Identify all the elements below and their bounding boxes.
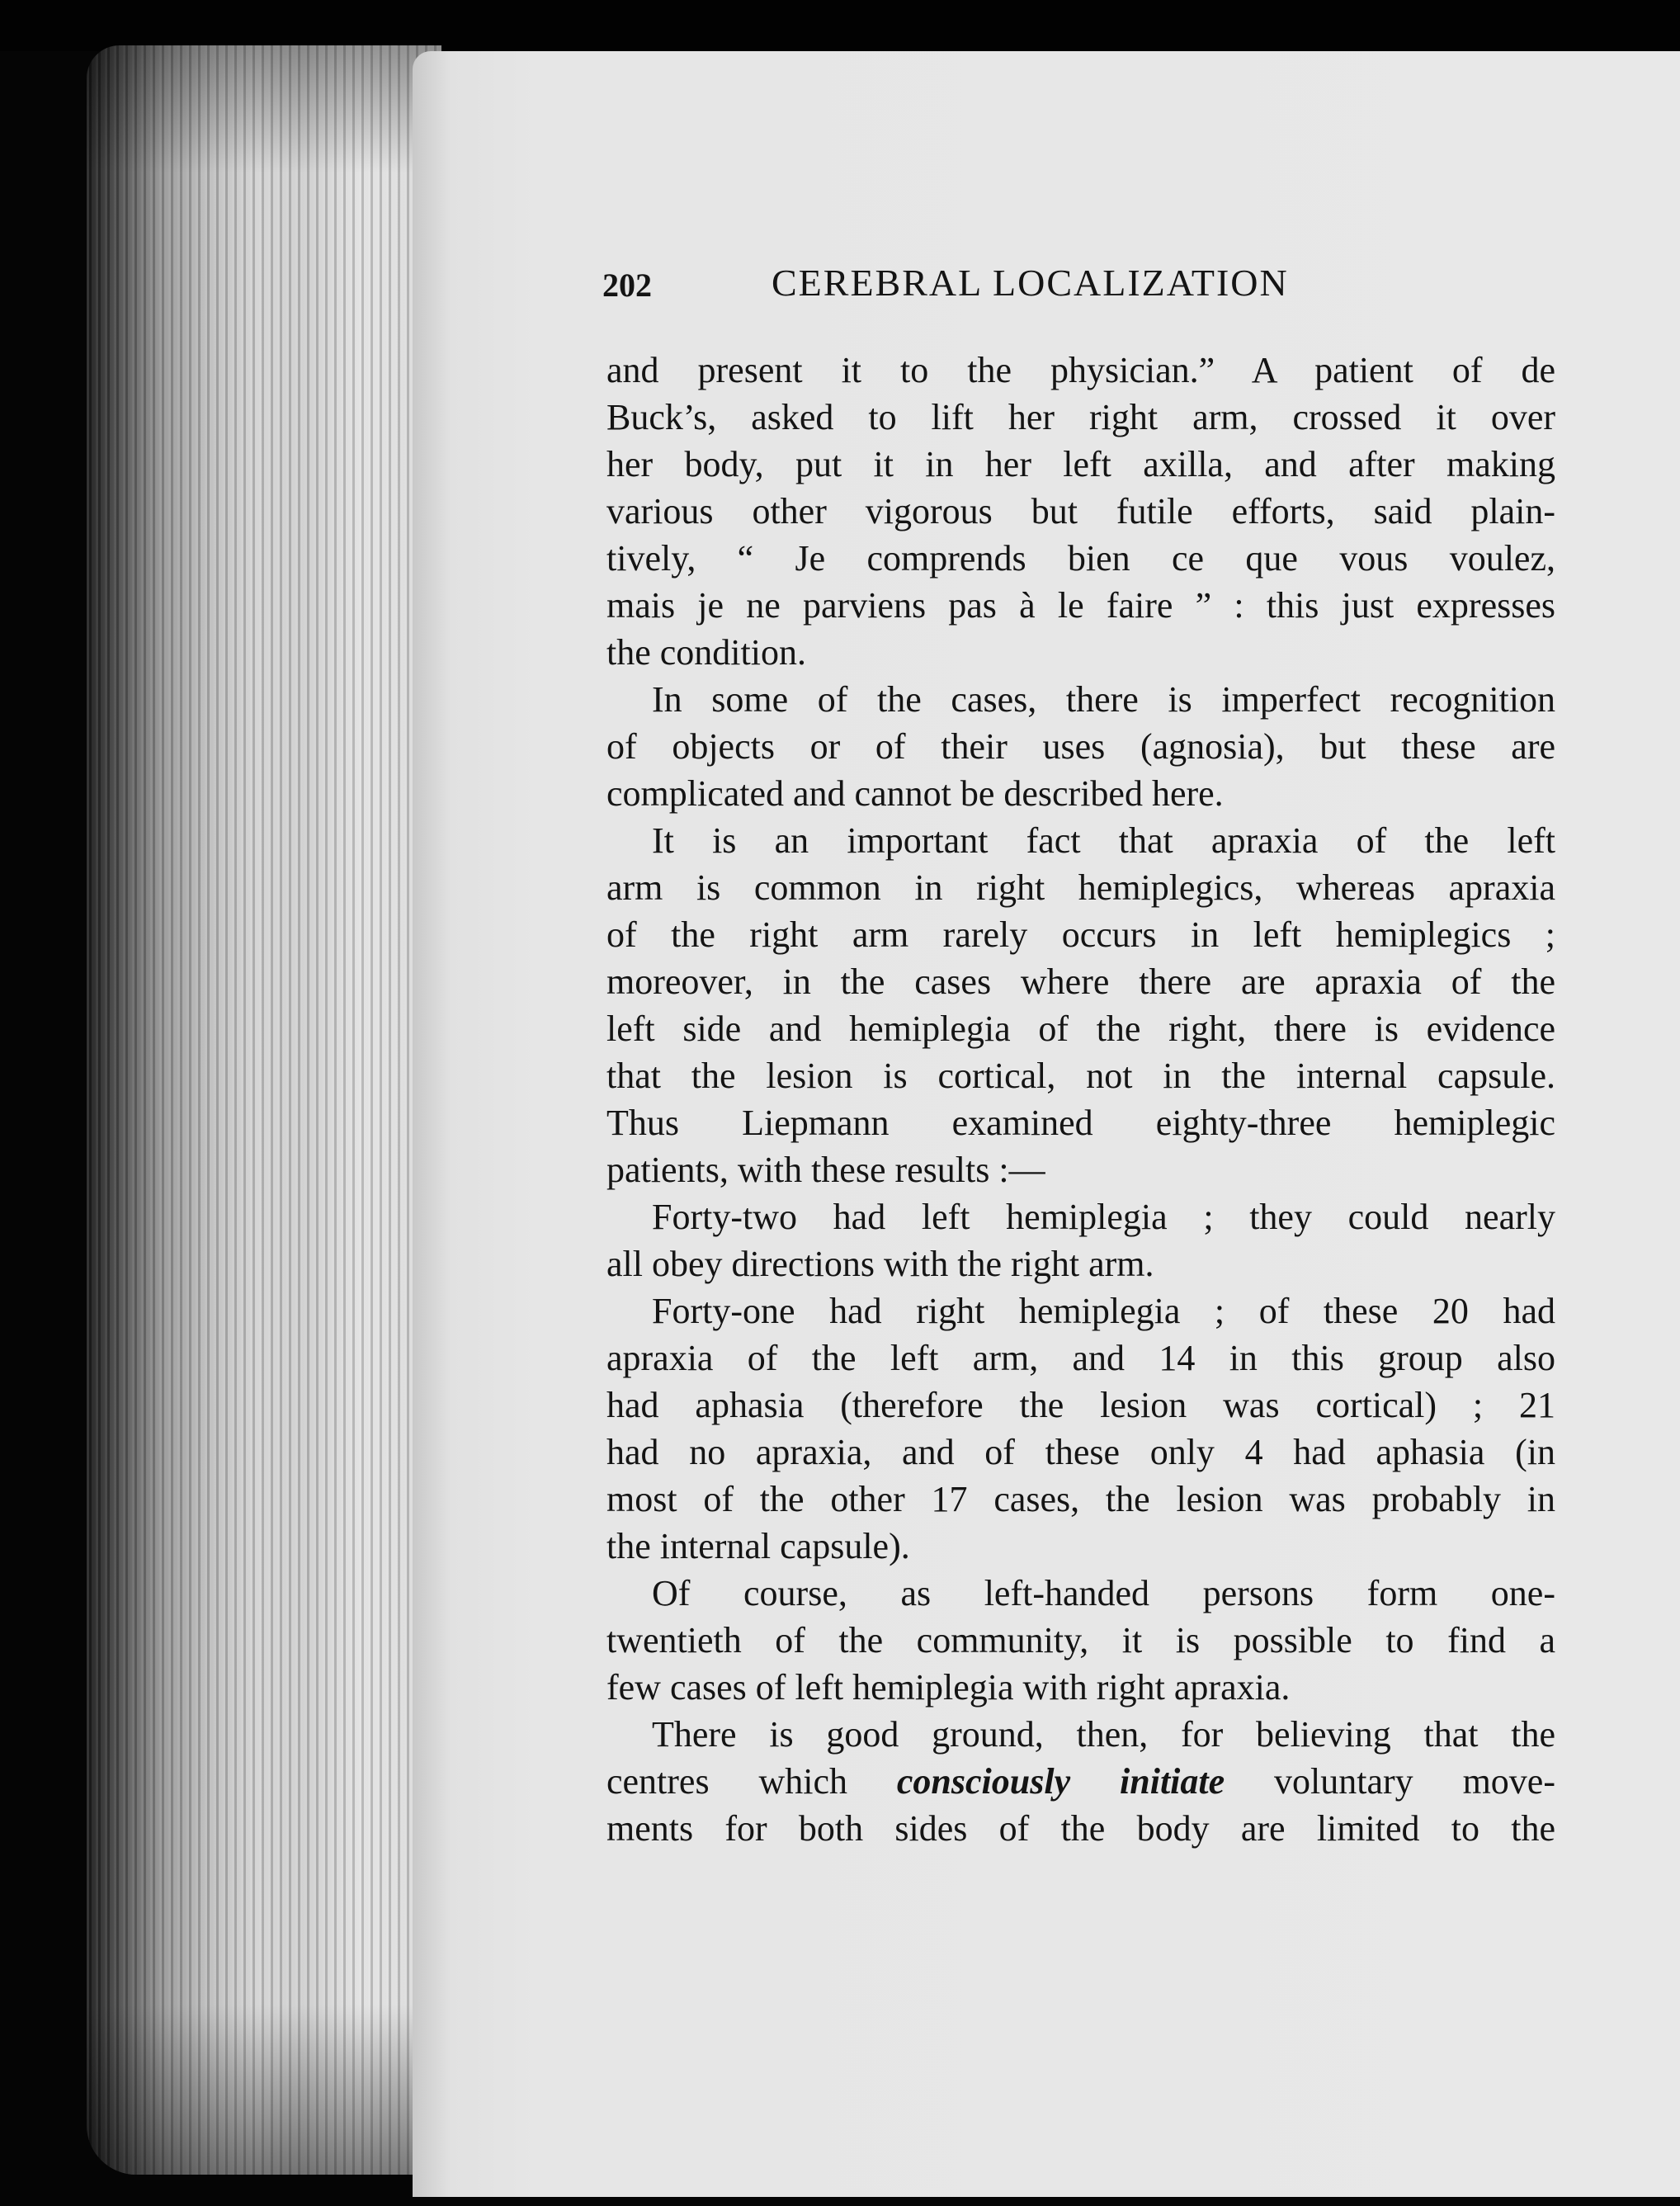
text-segment: voluntary move-: [1225, 1761, 1555, 1802]
text-line: twentieth of the community, it is possible to find a: [606, 1620, 1555, 1660]
text-line: her body, put it in her left axilla, and after making: [606, 444, 1555, 484]
text-line: Buck’s, asked to lift her right arm, crossed it over: [606, 397, 1555, 437]
text-segment: centres which: [606, 1761, 897, 1802]
text-line: arm is common in right hemiplegics, whereas apraxia: [606, 867, 1555, 908]
running-head: [602, 262, 1551, 315]
emphasized-text: consciously initiate: [896, 1761, 1225, 1802]
text-line: mais je ne parviens pas à le faire ” : this just expresses: [606, 585, 1555, 626]
text-line: moreover, in the cases where there are apraxia of the: [606, 961, 1555, 1002]
paragraph-start-line: It is an important fact that apraxia of the left: [652, 820, 1555, 861]
text-line: most of the other 17 cases, the lesion was probably in: [606, 1479, 1555, 1519]
text-line: the internal capsule).: [606, 1526, 910, 1566]
text-line: complicated and cannot be described here.: [606, 773, 1224, 814]
text-line: Thus Liepmann examined eighty-three hemiplegic: [606, 1103, 1555, 1143]
text-line-with-emphasis: [606, 1758, 1555, 1805]
text-line: had aphasia (therefore the lesion was cortical) ; 21: [606, 1385, 1555, 1425]
paragraph-start-line: There is good ground, then, for believing that the: [652, 1714, 1555, 1755]
text-line: that the lesion is cortical, not in the internal capsule.: [606, 1056, 1555, 1096]
paragraph-start-line: In some of the cases, there is imperfect recognition: [652, 679, 1555, 720]
page-number: 202: [602, 267, 652, 304]
book-page-edges: [87, 45, 441, 2175]
text-line: few cases of left hemiplegia with right apraxia.: [606, 1667, 1291, 1708]
text-line: had no apraxia, and of these only 4 had aphasia (in: [606, 1432, 1555, 1472]
text-line: various other vigorous but futile efforts, said plain-: [606, 491, 1555, 531]
paragraph-start-line: Forty-one had right hemiplegia ; of these 20 had: [652, 1291, 1555, 1331]
body-text: [606, 347, 1555, 1852]
scan-border: [0, 0, 1680, 51]
text-line: tively, “ Je comprends bien ce que vous voulez,: [606, 538, 1555, 579]
text-line: apraxia of the left arm, and 14 in this group also: [606, 1338, 1555, 1378]
text-line: and present it to the physician.” A patient of de: [606, 350, 1555, 390]
text-line: left side and hemiplegia of the right, there is evidence: [606, 1009, 1555, 1049]
paragraph-start-line: Forty-two had left hemiplegia ; they could nearly: [652, 1197, 1555, 1237]
text-line: patients, with these results :—: [606, 1150, 1045, 1190]
paragraph-start-line: Of course, as left-handed persons form one-: [652, 1573, 1555, 1613]
text-line: all obey directions with the right arm.: [606, 1244, 1154, 1284]
text-line: of the right arm rarely occurs in left hemiplegics ;: [606, 914, 1555, 955]
header-title: CEREBRAL LOCALIZATION: [772, 262, 1289, 304]
text-line: the condition.: [606, 632, 806, 673]
text-line: ments for both sides of the body are limited to the: [606, 1808, 1555, 1849]
text-line: of objects or of their uses (agnosia), but these are: [606, 726, 1555, 767]
